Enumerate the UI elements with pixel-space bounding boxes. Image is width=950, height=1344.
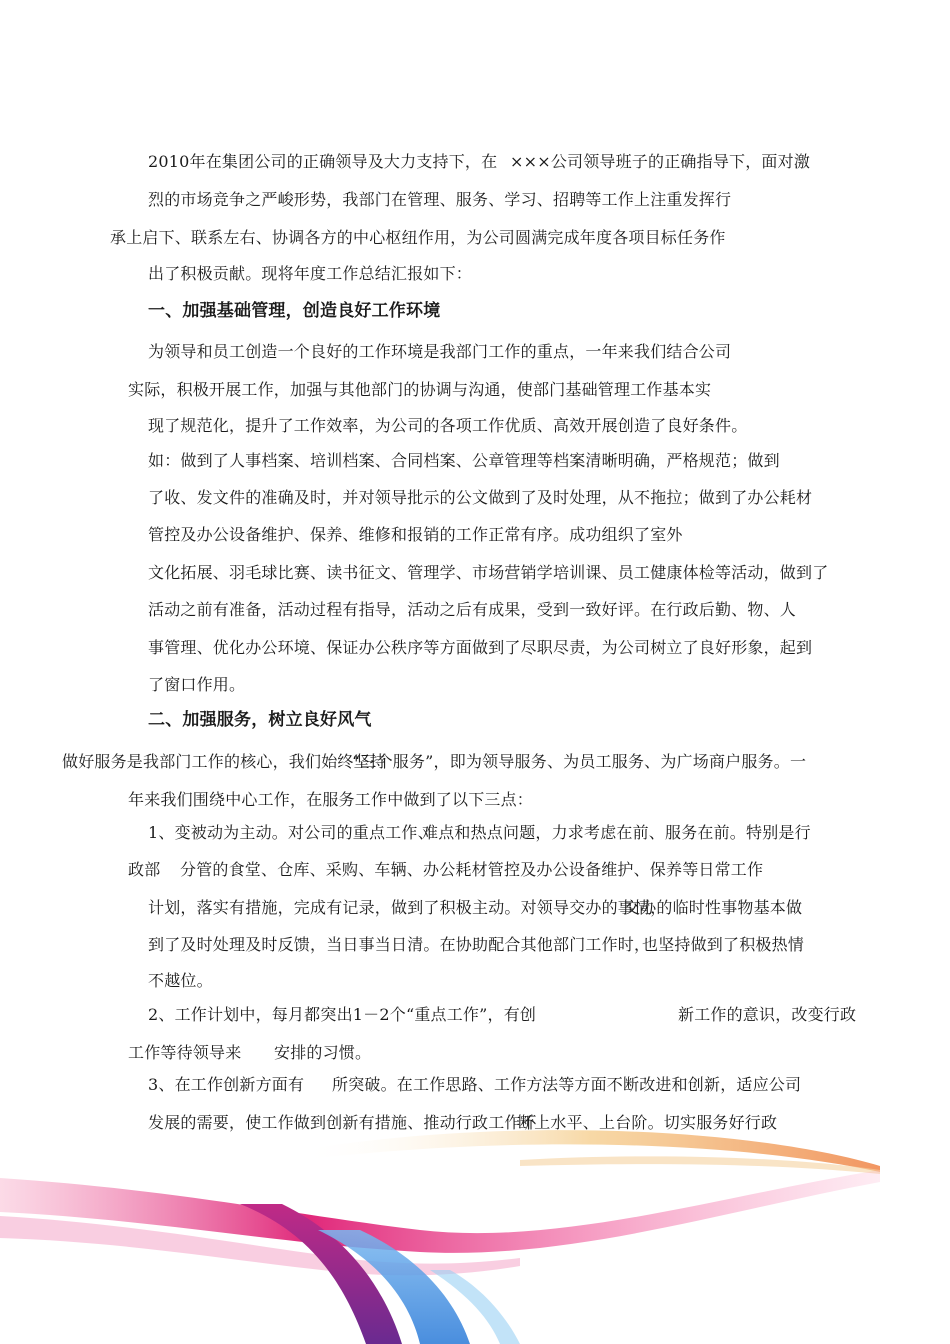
text-line-8 bbox=[148, 416, 747, 436]
line-6-text: 为领导和员工创造一个良好的工作环境是我部门工作的重点，一年来我们结合公司 bbox=[148, 342, 732, 361]
line-22-part-a: 到了及时处理及时反馈，当日事当日清。在协助配合其他部门工作时， bbox=[148, 935, 651, 954]
text-line-22 bbox=[148, 935, 805, 955]
text-line-23 bbox=[148, 971, 213, 991]
section-heading-1 bbox=[148, 301, 440, 321]
line-13-text: 活动之前有准备，活动过程有指导，活动之后有成果，受到一致好评。在行政后勤、物、人 bbox=[148, 600, 797, 619]
line-17-part-a: 做好服务是我部门工作的核心，我们始终坚持 bbox=[62, 752, 387, 771]
decorative-wave-graphic bbox=[0, 1120, 950, 1344]
wave-pink-band bbox=[0, 1170, 880, 1275]
line-26-part-c: 法等方面不断改进和创新，适应公司 bbox=[542, 1075, 802, 1094]
line-19-part-a: 1、变被动为主动。对公司的重点工作、 bbox=[148, 823, 434, 842]
text-line-1 bbox=[148, 152, 811, 172]
line-26-part-b: 所突破。在工作思路、工作方 bbox=[332, 1075, 543, 1094]
line-9-text: 如：做到了人事档案、培训档案、合同档案、公章管理等档案清晰明确，严格规范；做到 bbox=[148, 451, 780, 470]
section-heading-2 bbox=[148, 710, 372, 730]
line-12-text: 文化拓展、羽毛球比赛、读书征文、管理学、市场营销学培训课、员工健康体检等活动，做到了 bbox=[148, 563, 829, 582]
line-20-part-a: 政部 bbox=[128, 860, 161, 879]
line-4-text: 出了积极贡献。现将年度工作总结汇报如下： bbox=[148, 264, 473, 283]
text-line-17 bbox=[62, 752, 807, 772]
line-18-text: 年来我们围绕中心工作，在服务工作中做到了以下三点： bbox=[128, 790, 534, 809]
text-line-21 bbox=[148, 898, 803, 918]
text-line-13 bbox=[148, 600, 796, 620]
line-1-part-a: 2010年在集团公司的正确领导及大力支持下，在 bbox=[148, 152, 498, 171]
line-19-part-b: 难点和热点问题，力求考虑在前、服务在前。特别是行 bbox=[422, 823, 811, 842]
text-line-18 bbox=[128, 790, 533, 810]
text-line-12 bbox=[148, 563, 828, 583]
text-line-14 bbox=[148, 638, 812, 658]
text-line-10 bbox=[148, 488, 812, 508]
line-17-part-b: “三个服务”，即为领导服务、为员工服务、为广场商户服务。一 bbox=[352, 752, 807, 771]
line-11-text: 管控及办公设备维护、保养、维修和报销的工作正常有序。成功组织了室外 bbox=[148, 525, 683, 544]
text-line-26 bbox=[148, 1075, 802, 1095]
line-24-part-b: 新工作的意识，改变行政 bbox=[678, 1005, 857, 1024]
line-24-part-a: 2、工作计划中，每月都突出1－2个“重点工作”，有创 bbox=[148, 1005, 537, 1024]
text-line-3 bbox=[110, 228, 726, 248]
line-21-part-b: 交办的临时性事物基本做 bbox=[624, 898, 803, 917]
line-25-part-b: 安排的习惯。 bbox=[274, 1043, 372, 1062]
line-23-text: 不越位。 bbox=[148, 971, 213, 990]
text-line-25 bbox=[128, 1043, 372, 1063]
line-26-part-a: 3、在工作创新方面有 bbox=[148, 1075, 305, 1094]
line-2-text: 烈的市场竞争之严峻形势，我部门在管理、服务、学习、招聘等工作上注重发挥行 bbox=[148, 190, 732, 209]
line-27-part-b: 断上水平、上台阶。切实服务好行政 bbox=[518, 1113, 778, 1132]
text-line-11 bbox=[148, 525, 683, 545]
line-25-part-a: 工作等待领导来 bbox=[128, 1043, 242, 1062]
line-27-part-a: 发展的需要，使工作做到创新有措施、推动行政工作不 bbox=[148, 1113, 537, 1132]
wave-orange-band bbox=[300, 1130, 880, 1174]
line-20-part-b: 分管的食堂、仓库、采购、车辆、办公耗材管控及办公设备维护、保养等日常工作 bbox=[180, 860, 764, 879]
section-heading-1-text: 一、加强基础管理，创造良好工作环境 bbox=[148, 301, 441, 321]
line-7-text: 实际，积极开展工作，加强与其他部门的协调与沟通，使部门基础管理工作基本实 bbox=[128, 380, 712, 399]
line-1-part-b: ×××公司领导班子的正确指导下，面对激 bbox=[510, 152, 811, 171]
line-3-text: 承上启下、联系左右、协调各方的中心枢纽作用，为公司圆满完成年度各项目标任务作 bbox=[110, 228, 726, 247]
line-14-text: 事管理、优化办公环境、保证办公秩序等方面做到了尽职尽责，为公司树立了良好形象，起到 bbox=[148, 638, 813, 657]
text-line-7 bbox=[128, 380, 711, 400]
text-line-9 bbox=[148, 451, 780, 471]
text-line-2 bbox=[148, 190, 731, 210]
text-line-6 bbox=[148, 342, 731, 362]
line-21-part-a: 计划，落实有措施，完成有记录，做到了积极主动。对领导交办的事情， bbox=[148, 898, 667, 917]
section-heading-2-text: 二、加强服务，树立良好风气 bbox=[148, 710, 372, 730]
line-22-part-b: 也坚持做到了积极热情 bbox=[642, 935, 805, 954]
text-line-24 bbox=[148, 1005, 857, 1025]
text-line-19 bbox=[148, 823, 811, 843]
line-15-text: 了窗口作用。 bbox=[148, 675, 246, 694]
text-line-15 bbox=[148, 675, 245, 695]
line-8-text: 现了规范化，提升了工作效率，为公司的各项工作优质、高效开展创造了良好条件。 bbox=[148, 416, 748, 435]
text-line-4 bbox=[148, 264, 472, 284]
text-line-20 bbox=[128, 860, 764, 880]
line-10-text: 了收、发文件的准确及时，并对领导批示的公文做到了及时处理，从不拖拉；做到了办公耗材 bbox=[148, 488, 813, 507]
